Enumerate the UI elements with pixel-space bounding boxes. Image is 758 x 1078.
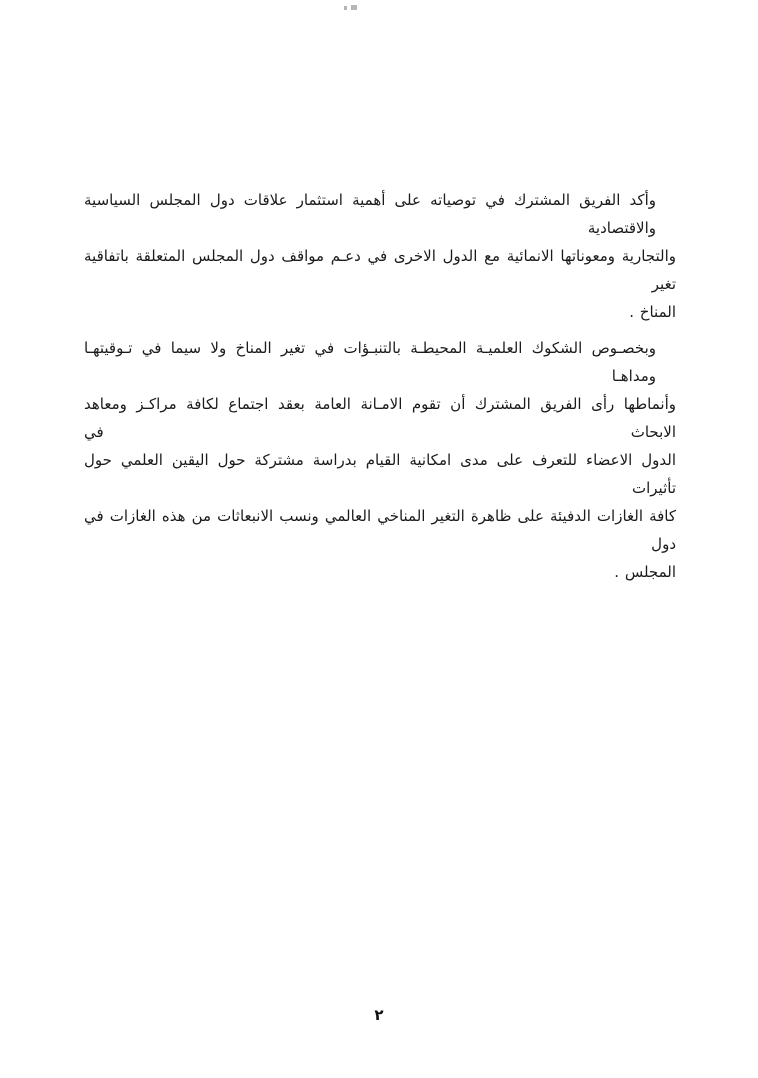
text-line: والتجارية ومعوناتها الانمائية مع الدول الاخرى في دعـم مواقف دول المجلس المتعلقة باتفاقية تغير	[84, 247, 676, 293]
text-line: الدول الاعضاء للتعرف على مدى امكانية القيام بدراسة مشتركة حول اليقين العلمي حول تأثيرات	[84, 451, 676, 497]
text-line: كافة الغازات الدفيئة على ظاهرة التغير المناخي العالمي ونسب الانبعاثات من هذه الغازات في دول	[84, 507, 676, 553]
text-line: وأنماطها رأى الفريق المشترك أن تقوم الامـانة العامة بعقد اجتماع لكافة مراكـز ومعاهد الابحاث في	[84, 395, 676, 441]
body-text	[84, 186, 676, 586]
scan-artifact	[344, 6, 347, 10]
text-line: وبخصـوص الشكوك العلميـة المحيطـة بالتنبـؤات في تغير المناخ ولا سيما في تـوقيتهـا ومداهـا	[84, 339, 656, 385]
text-line: المجلس .	[614, 563, 676, 581]
text-line: المناخ .	[629, 303, 676, 321]
text-line: وأكد الفريق المشترك في توصياته على أهمية استثمار علاقات دول المجلس السياسية والاقتصادية	[84, 191, 656, 237]
scan-artifact	[351, 5, 357, 10]
paragraph	[84, 186, 676, 326]
page-number: ٢	[374, 1006, 384, 1024]
paragraph	[84, 334, 676, 586]
